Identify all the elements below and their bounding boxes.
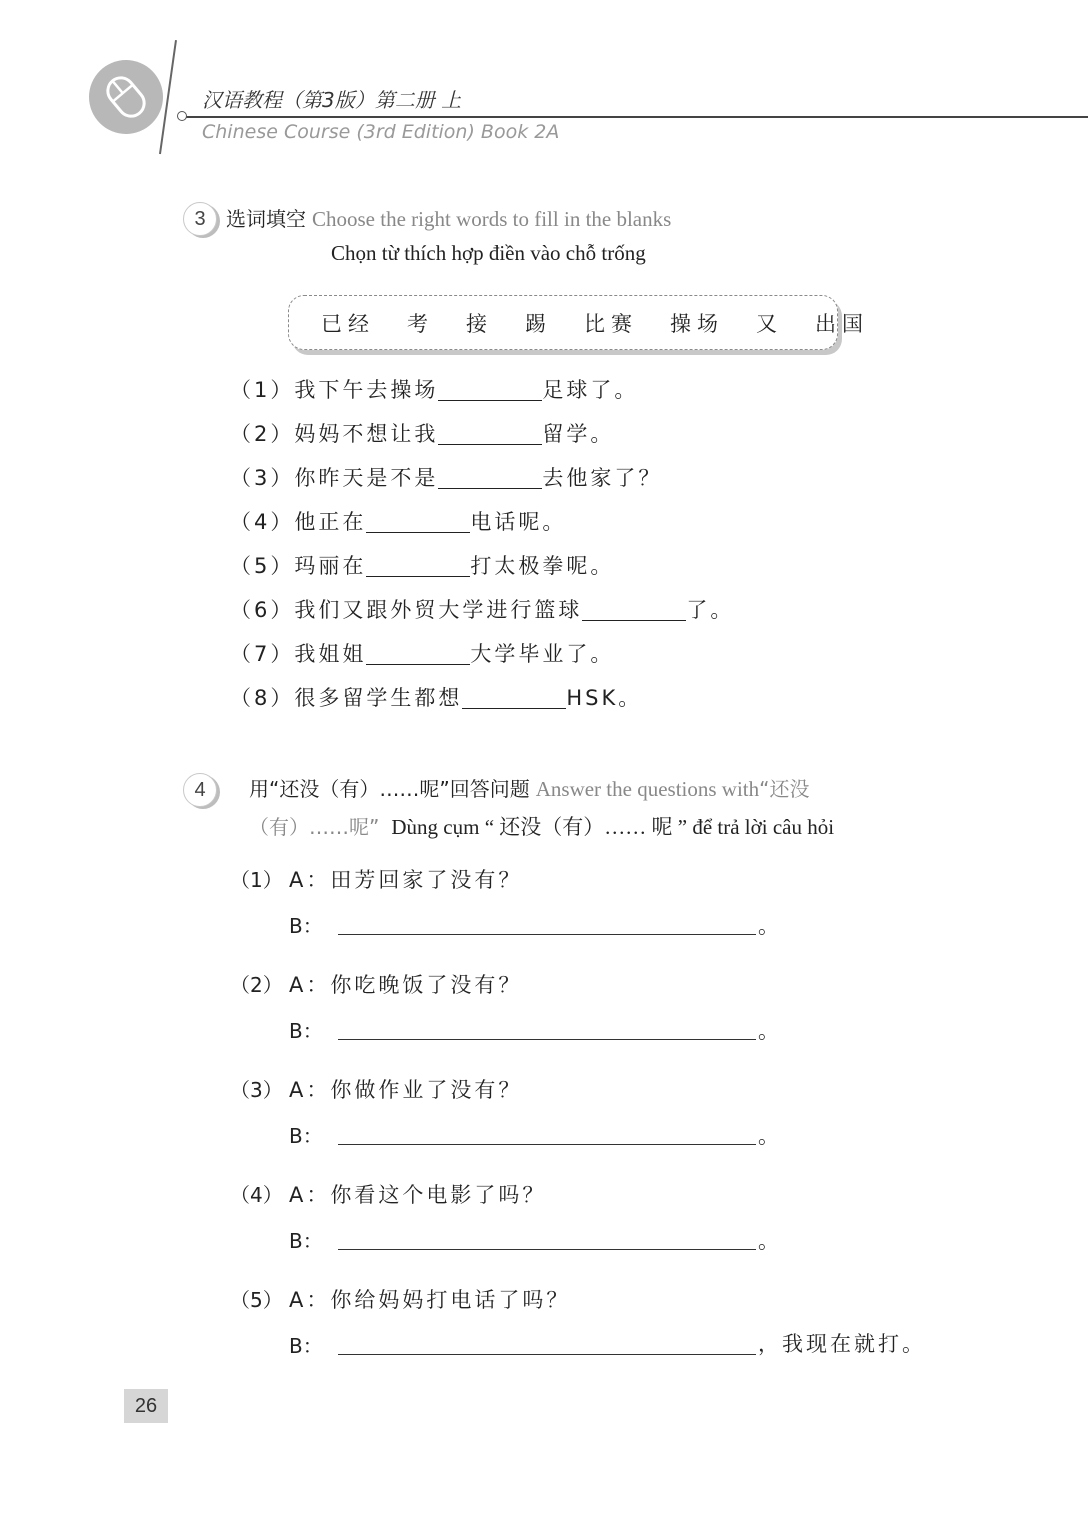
item-text-after: 大学毕业了。: [470, 642, 615, 666]
question-text: A：你给妈妈打电话了吗？: [289, 1288, 571, 1312]
word-bank-item: 已经: [321, 311, 375, 336]
section-3-title: [226, 203, 671, 232]
fill-item-7: [230, 638, 614, 668]
answer-label: B：: [289, 1019, 323, 1043]
answer-ending: 。: [758, 1229, 782, 1253]
section-3-number: 3: [183, 202, 217, 236]
section-3-title-cn: 选词填空: [226, 207, 306, 231]
answer-ending: 。: [758, 914, 782, 938]
word-bank-item: 接: [466, 311, 493, 336]
section-4-title: [249, 773, 810, 802]
section-4-title-line2: [249, 811, 834, 841]
word-bank-item: 出国: [815, 311, 869, 336]
question-number: （1）: [230, 868, 283, 892]
section-4-title-quote-end: （有）……呢”: [249, 815, 380, 839]
fill-item-3: [230, 462, 662, 492]
item-text-after: 打太极拳呢。: [470, 554, 615, 578]
item-number: （3）: [230, 466, 295, 490]
item-text-after: HSK。: [566, 686, 643, 710]
item-text-before: 我下午去操场: [294, 378, 439, 402]
question-text: A：你做作业了没有？: [289, 1078, 523, 1102]
item-number: （5）: [230, 554, 295, 578]
word-bank: [288, 295, 869, 350]
question-text: A：田芳回家了没有？: [289, 868, 523, 892]
item-text-before: 妈妈不想让我: [294, 422, 439, 446]
answer-blank[interactable]: [462, 707, 566, 709]
item-text-after: 去他家了？: [542, 466, 663, 490]
question-number: （2）: [230, 973, 283, 997]
book-title-english: Chinese Course (3rd Edition) Book 2A: [202, 121, 560, 143]
item-text-before: 我们又跟外贸大学进行篮球: [294, 598, 583, 622]
section-4-number: 4: [183, 773, 217, 807]
fill-item-1: [230, 374, 638, 404]
item-text-before: 我姐姐: [294, 642, 367, 666]
item-text-before: 你昨天是不是: [294, 466, 439, 490]
item-text-before: 他正在: [294, 510, 367, 534]
answer-label: B：: [289, 914, 323, 938]
mouse-icon: [89, 60, 163, 134]
word-bank-item: 考: [407, 311, 434, 336]
book-title-chinese: 汉语教程（第3版）第二册 上: [202, 88, 462, 112]
question-text: A：你看这个电影了吗？: [289, 1183, 547, 1207]
answer-blank[interactable]: [366, 663, 470, 665]
item-number: （4）: [230, 510, 295, 534]
section-4-title-cn: 用“还没（有）……呢”回答问题: [249, 777, 530, 801]
section-4-title-en: Answer the questions with: [535, 777, 760, 801]
answer-blank[interactable]: [366, 575, 470, 577]
word-bank-item: 比赛: [584, 311, 638, 336]
answer-blank[interactable]: [438, 487, 542, 489]
question-text: A：你吃晚饭了没有？: [289, 973, 523, 997]
question-number: （3）: [230, 1078, 283, 1102]
page-number: 26: [124, 1389, 168, 1423]
answer-ending: 。: [758, 1124, 782, 1148]
section-3-title-en: Choose the right words to fill in the blanks: [312, 207, 672, 231]
item-number: （7）: [230, 642, 295, 666]
question-number: （5）: [230, 1288, 283, 1312]
answer-label: B：: [289, 1124, 323, 1148]
section-4-title-quote-start: “还没: [759, 777, 810, 801]
fill-item-2: [230, 418, 614, 448]
answer-blank[interactable]: [366, 531, 470, 533]
item-text-before: 很多留学生都想: [294, 686, 463, 710]
word-bank-item: 又: [756, 311, 783, 336]
item-number: （8）: [230, 686, 295, 710]
item-text-after: 留学。: [542, 422, 615, 446]
section-3-title-vi: Chọn từ thích hợp điền vào chỗ trống: [331, 241, 646, 265]
answer-blank[interactable]: [438, 443, 542, 445]
answer-blank[interactable]: [582, 619, 686, 621]
item-number: （6）: [230, 598, 295, 622]
word-bank-item: 操场: [670, 311, 724, 336]
header-divider-horizontal: [184, 116, 1088, 118]
question-number: （4）: [230, 1183, 283, 1207]
answer-line[interactable]: [338, 1144, 756, 1145]
answer-line[interactable]: [338, 934, 756, 935]
item-text-before: 玛丽在: [294, 554, 367, 578]
answer-label: B：: [289, 1334, 323, 1358]
word-bank-item: 踢: [525, 311, 552, 336]
answer-line[interactable]: [338, 1354, 756, 1355]
item-number: （2）: [230, 422, 295, 446]
item-text-after: 了。: [686, 598, 735, 622]
fill-item-4: [230, 506, 566, 536]
answer-line[interactable]: [338, 1039, 756, 1040]
item-number: （1）: [230, 378, 295, 402]
answer-label: B：: [289, 1229, 323, 1253]
item-text-after: 电话呢。: [470, 510, 567, 534]
answer-blank[interactable]: [438, 399, 542, 401]
section-4-title-vi: Dùng cụm “ 还没（有）…… 呢 ” để trả lời câu hỏi: [391, 815, 835, 839]
answer-line[interactable]: [338, 1249, 756, 1250]
fill-item-5: [230, 550, 614, 580]
fill-item-8: [230, 682, 642, 712]
item-text-after: 足球了。: [542, 378, 639, 402]
answer-ending: ，我现在就打。: [758, 1332, 926, 1356]
header-ring-decoration: [177, 111, 187, 121]
fill-item-6: [230, 594, 734, 624]
answer-ending: 。: [758, 1019, 782, 1043]
